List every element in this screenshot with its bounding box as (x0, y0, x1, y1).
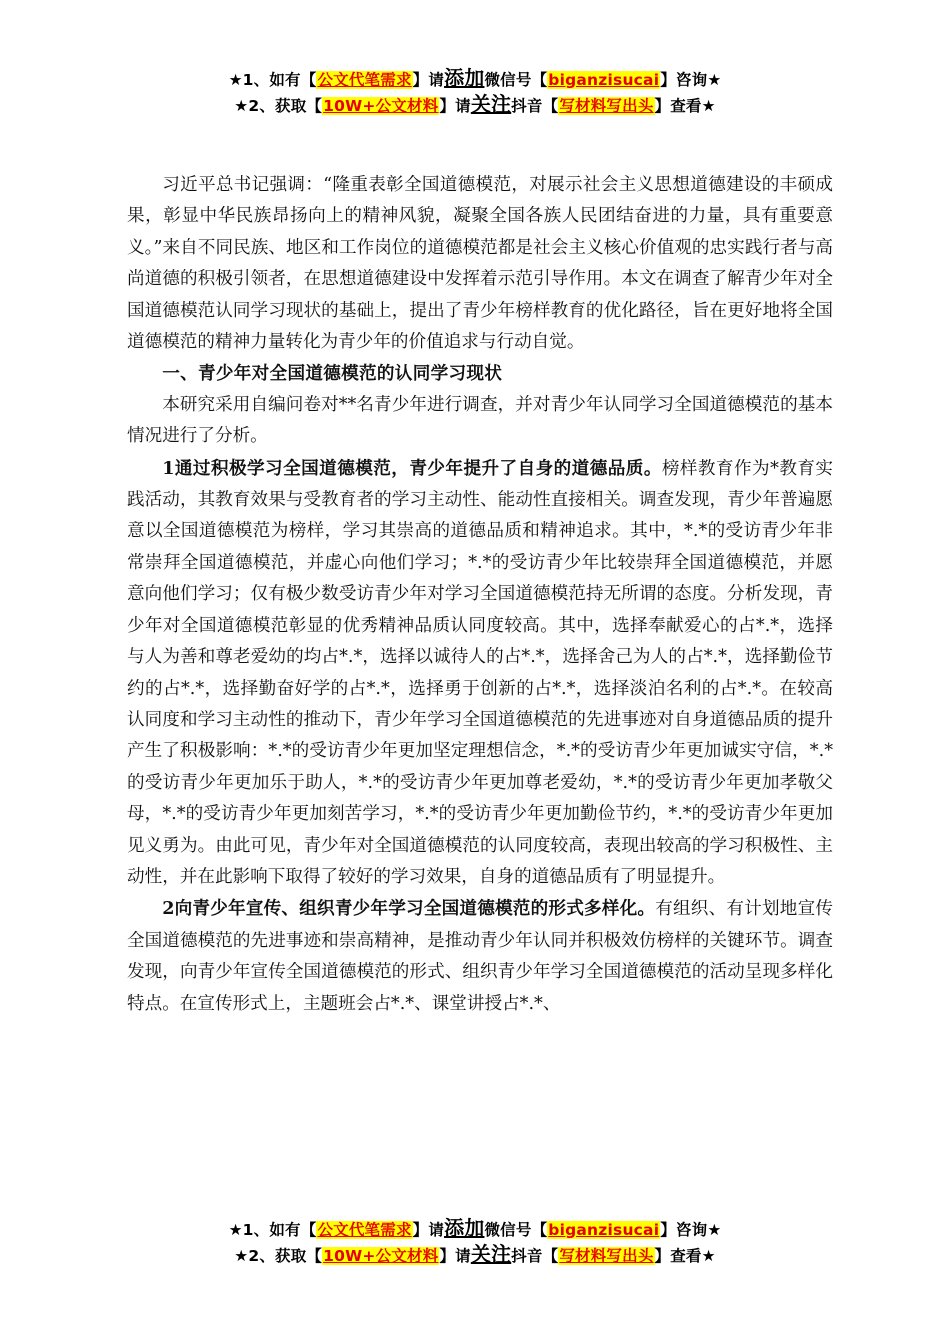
point-1-text: 榜样教育作为*教育实践活动，其教育效果与受教育者的学习主动性、能动性直接相关。调查发现，青少年普遍愿意以全国道德模范为榜样，学习其崇高的道德品质和精神追求。其中，*.*的受访青少年非常崇拜全国道德模范，并虚心向他们学习；*.*的受访青少年比较崇拜全国道德模范，并愿意向他们学习；仅有极少数受访青少年对学习全国道德模范持无所谓的态度。分析发现，青少年对全国道德模范彰显的优秀精神品质认同度较高。其中，选择奉献爱心的占*.*，选择与人为善和尊老爱幼的均占*.*，选择以诚待人的占*.*，选择舍己为人的占*.*，选择勤俭节约的占*.*，选择勤奋好学的占*.*，选择勇于创新的占*.*，选择淡泊名利的占*.*。在较高认同度和学习主动性的推动下，青少年学习全国道德模范的先进事迹对自身道德品质的提升产生了积极影响：*.*的受访青少年更加坚定理想信念，*.*的受访青少年更加诚实守信，*.*的受访青少年更加乐于助人，*.*的受访青少年更加尊老爱幼，*.*的受访青少年更加孝敬父母，*.*的受访青少年更加刻苦学习，*.*的受访青少年更加勤俭节约，*.*的受访青少年更加见义勇为。由此可见，青少年对全国道德模范的认同度较高，表现出较高的学习积极性、主动性，并在此影响下取得了较好的学习效果，自身的道德品质有了明显提升。 (127, 458, 833, 887)
section-intro-paragraph: 本研究采用自编问卷对**名青少年进行调查，并对青少年认同学习全国道德模范的基本情况进行了分析。 (127, 394, 833, 447)
highlight-douyin: 写材料写出头 (559, 1247, 654, 1265)
highlight-materials: 10W+公文材料 (323, 97, 439, 115)
point-2-text: 有组织、有计划地宣传全国道德模范的先进事迹和崇高精神，是推动青少年认同并积极效仿榜样的关键环节。调查发现，向青少年宣传全国道德模范的形式、组织青少年学习全国道德模范的活动呈现多样化特点。在宣传形式上，主题班会占*.*、课堂讲授占*.*、 (127, 899, 833, 1014)
highlight-wechat-id: biganzisucai (548, 1221, 660, 1239)
point-1-lead: 1通过积极学习全国道德模范，青少年提升了自身的道德品质。 (162, 457, 662, 479)
point-2-paragraph (127, 893, 833, 1020)
section-heading: 一、青少年对全国道德模范的认同学习现状 (162, 363, 503, 385)
highlight-materials: 10W+公文材料 (323, 1247, 439, 1265)
highlight-douyin: 写材料写出头 (559, 97, 654, 115)
banner-line-2: ★2、获取【10W+公文材料】请关注抖音【写材料写出头】查看★ (234, 1242, 716, 1266)
banner-line-1: ★1、如有【公文代笔需求】请添加微信号【biganzisucai】咨询★ (228, 1216, 722, 1240)
document-body (127, 170, 833, 1020)
intro-paragraph: 习近平总书记强调：“隆重表彰全国道德模范，对展示社会主义思想道德建设的丰硕成果，彰显中华民族昂扬向上的精神风貌，凝聚全国各族人民团结奋进的力量，具有重要意义。”来自不同民族、地区和工作岗位的道德模范都是社会主义核心价值观的忠实践行者与高尚道德的积极引领者，在思想道德建设中发挥着示范引导作用。本文在调查了解青少年对全国道德模范认同学习现状的基础上，提出了青少年榜样教育的优化路径，旨在更好地将全国道德模范的精神力量转化为青少年的价值追求与行动自觉。 (127, 175, 833, 353)
point-2-lead: 2向青少年宣传、组织青少年学习全国道德模范的形式多样化。 (162, 898, 656, 920)
top-banner (0, 66, 950, 118)
point-1-paragraph (127, 453, 833, 894)
bottom-banner (0, 1216, 950, 1268)
highlight-wechat-id: biganzisucai (548, 71, 660, 89)
highlight-ghostwriting: 公文代笔需求 (317, 71, 412, 89)
highlight-ghostwriting: 公文代笔需求 (317, 1221, 412, 1239)
banner-line-2: ★2、获取【10W+公文材料】请关注抖音【写材料写出头】查看★ (234, 92, 716, 116)
banner-line-1: ★1、如有【公文代笔需求】请添加微信号【biganzisucai】咨询★ (228, 66, 722, 90)
